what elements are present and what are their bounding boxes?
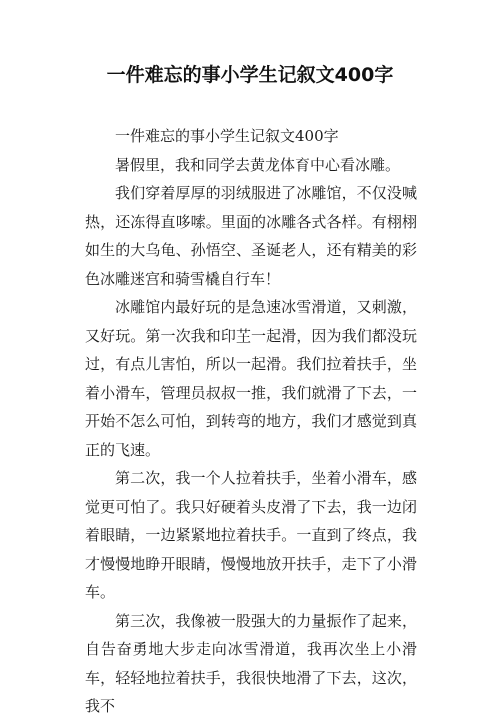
document-body [85, 122, 417, 721]
document-title: 一件难忘的事小学生记叙文400字 [106, 64, 394, 86]
paragraph: 第二次，我一个人拉着扶手，坐着小滑车，感觉更可怕了。我只好硬着头皮滑了下去，我一边闭着眼睛，一边紧紧地拉着扶手。一直到了终点，我才慢慢地睁开眼睛，慢慢地放开扶手，走下了小滑车。 [85, 469, 417, 601]
paragraph-subtitle: 一件难忘的事小学生记叙文400字 [115, 127, 339, 145]
paragraph: 冰雕馆内最好玩的是急速冰雪滑道，又刺激，又好玩。第一次我和印芏一起滑，因为我们都没玩过，有点儿害怕，所以一起滑。我们拉着扶手，坐着小滑车，管理员叔叔一推，我们就滑了下去，一开始不怎么可怕，到转弯的地方，我们才感觉到真正的飞速。 [85, 298, 417, 459]
paragraph: 第三次，我像被一股强大的力量振作了起来，自告奋勇地大步走向冰雪滑道，我再次坐上小滑车，轻轻地拉着扶手，我很快地滑了下去，这次，我不 [85, 611, 417, 715]
paragraph: 暑假里，我和同学去黄龙体育中心看冰雕。 [115, 155, 401, 174]
paragraph: 我们穿着厚厚的羽绒服进了冰雕馆，不仅没喊热，还冻得直哆嗦。里面的冰雕各式各样。有栩栩如生的大乌龟、孙悟空、圣诞老人，还有精美的彩色冰雕迷宫和骑雪橇自行车！ [85, 184, 417, 288]
